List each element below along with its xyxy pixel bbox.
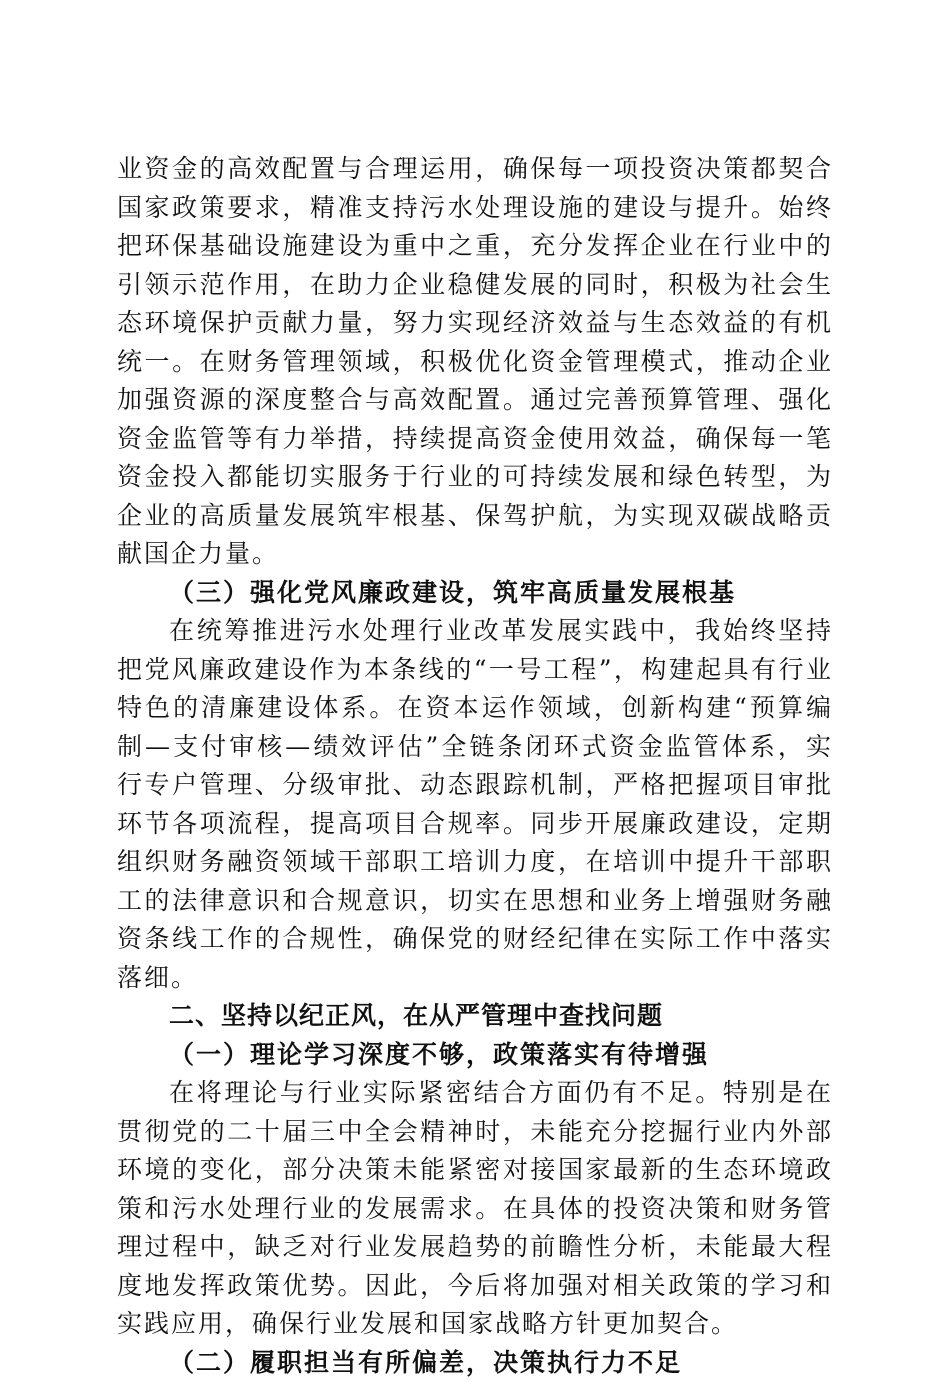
section-subheading-1: （一）理论学习深度不够，政策落实有待增强 [117, 1036, 833, 1075]
body-paragraph-continued: 业资金的高效配置与合理运用，确保每一项投资决策都契合国家政策要求，精准支持污水处理设施的建设与提升。始终把环保基础设施建设为重中之重，充分发挥企业在行业中的引领示范作用，在助力企业稳健发展的同时，积极为社会生态环境保护贡献力量，努力实现经济效益与生态效益的有机统一。在财务管理领域，积极优化资金管理模式，推动企业加强资源的深度整合与高效配置。通过完善预算管理、强化资金监管等有力举措，持续提高资金使用效益，确保每一笔资金投入都能切实服务于行业的可持续发展和绿色转型，为企业的高质量发展筑牢根基、保驾护航，为实现双碳战略贡献国企力量。 [117, 150, 833, 574]
section-heading-2: 二、坚持以纪正风，在从严管理中查找问题 [117, 997, 833, 1036]
body-paragraph: 在统筹推进污水处理行业改革发展实践中，我始终坚持把党风廉政建设作为本条线的“一号工程”，构建起具有行业特色的清廉建设体系。在资本运作领域，创新构建“预算编制—支付审核—绩效评估”全链条闭环式资金监管体系，实行专户管理、分级审批、动态跟踪机制，严格把握项目审批环节各项流程，提高项目合规率。同步开展廉政建设，定期组织财务融资领域干部职工培训力度，在培训中提升干部职工的法律意识和合规意识，切实在思想和业务上增强财务融资条线工作的合规性，确保党的财经纪律在实际工作中落实落细。 [117, 612, 833, 997]
section-subheading-2: （二）履职担当有所偏差，决策执行力不足 [117, 1344, 833, 1382]
body-paragraph: 在将理论与行业实际紧密结合方面仍有不足。特别是在贯彻党的二十届三中全会精神时，未能充分挖掘行业内外部环境的变化，部分决策未能紧密对接国家最新的生态环境政策和污水处理行业的发展需求。在具体的投资决策和财务管理过程中，缺乏对行业发展趋势的前瞻性分析，未能最大程度地发挥政策优势。因此，今后将加强对相关政策的学习和实践应用，确保行业发展和国家战略方针更加契合。 [117, 1074, 833, 1344]
section-subheading-3: （三）强化党风廉政建设，筑牢高质量发展根基 [117, 574, 833, 613]
document-body [117, 150, 833, 1382]
